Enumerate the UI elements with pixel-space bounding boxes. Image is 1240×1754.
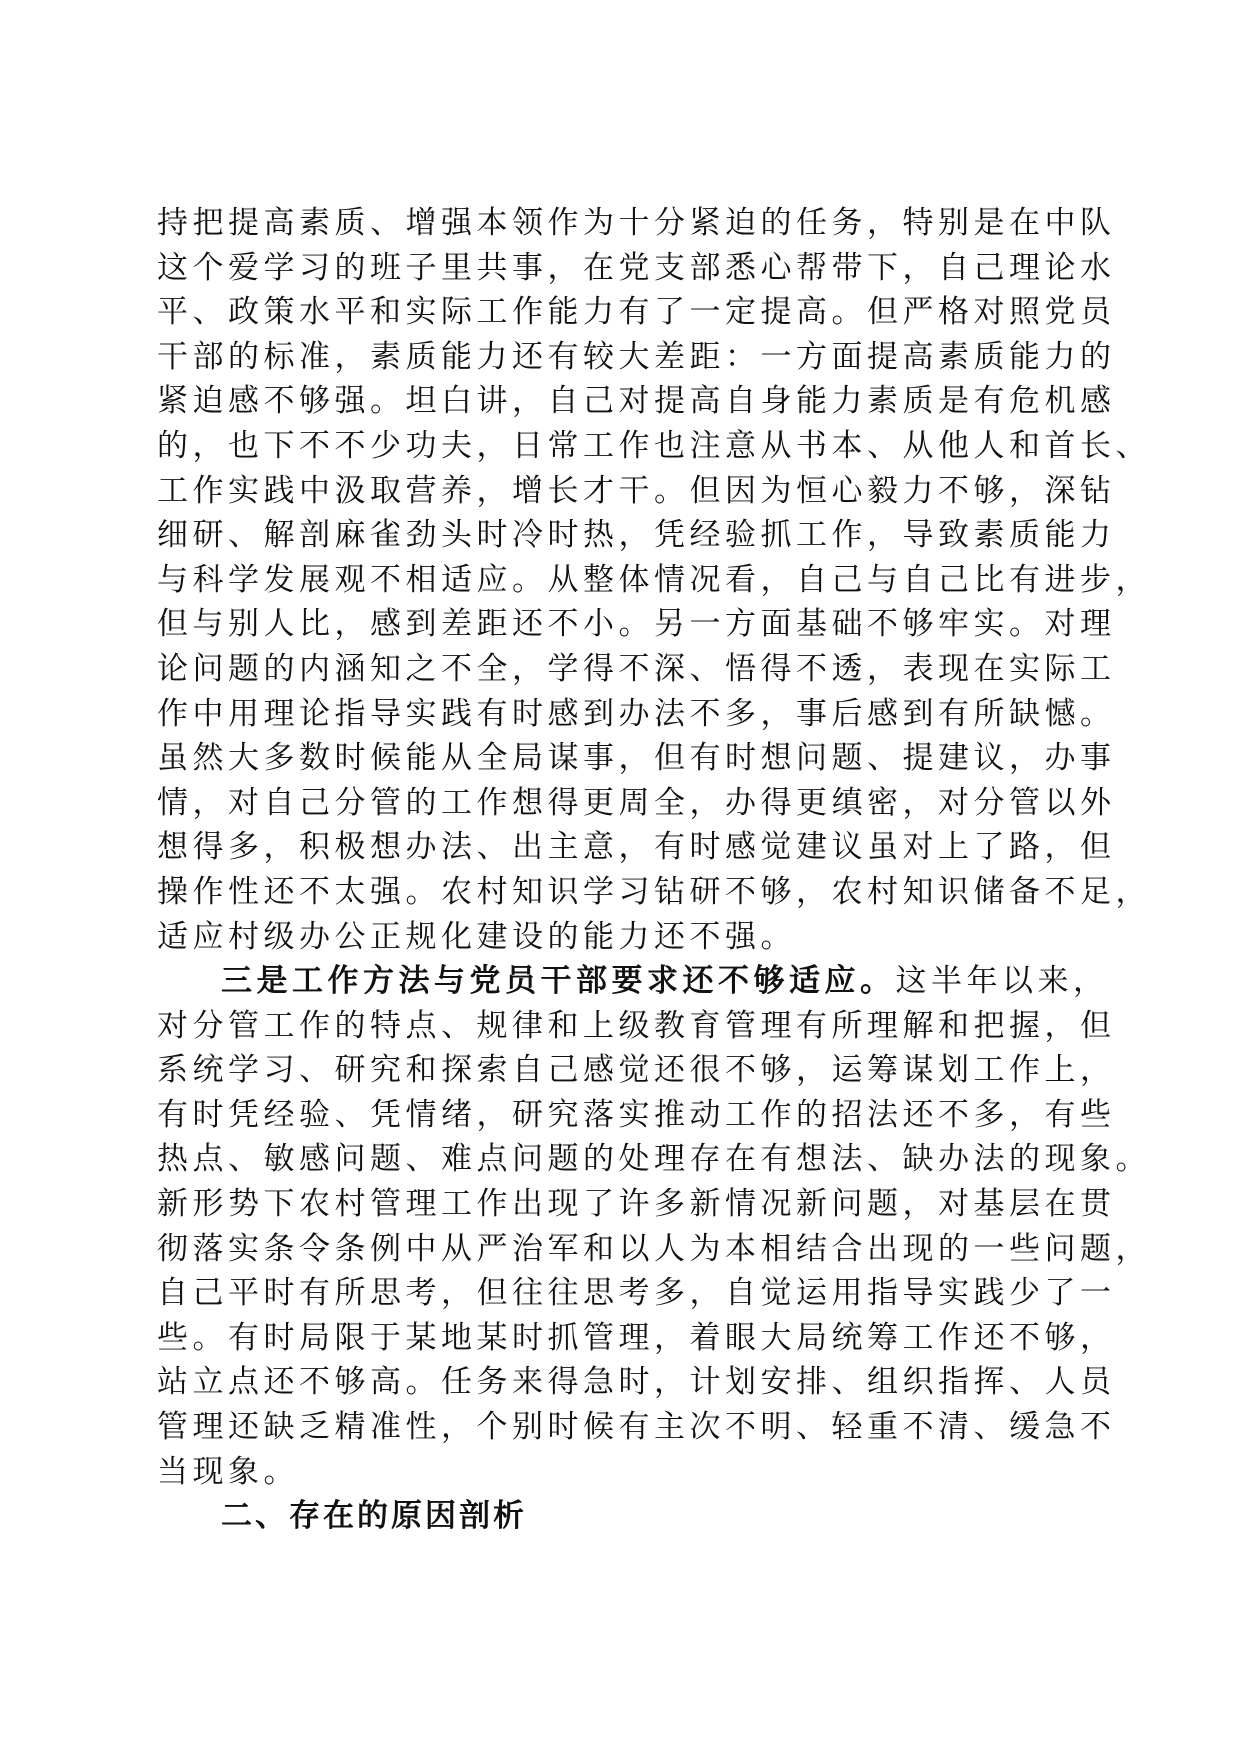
text-line: 新形势下农村管理工作出现了许多新情况新问题，对基层在贯 [157, 1186, 1116, 1223]
text-line: 工作实践中汲取营养，增长才干。但因为恒心毅力不够，深钻 [157, 472, 1116, 509]
text-line: 细研、解剖麻雀劲头时冷时热，凭经验抓工作，导致素质能力 [157, 517, 1116, 554]
text-line: 操作性还不太强。农村知识学习钻研不够，农村知识储备不足， [157, 873, 1151, 910]
paragraph-work-method [157, 959, 1151, 1494]
text-line: 虽然大多数时候能从全局谋事，但有时想问题、提建议，办事 [157, 740, 1116, 777]
text-line: 这个爱学习的班子里共事，在党支部悉心帮带下，自己理论水 [157, 249, 1116, 286]
text-line: 对分管工作的特点、规律和上级教育管理有所理解和把握，但 [157, 1007, 1116, 1044]
document-body [157, 201, 1151, 1539]
paragraph-quality-gap [157, 201, 1151, 959]
text-line: 干部的标准，素质能力还有较大差距：一方面提高素质能力的 [157, 338, 1116, 375]
text-line: 但与别人比，感到差距还不小。另一方面基础不够牢实。对理 [157, 606, 1116, 643]
text-line: 想得多，积极想办法、出主意，有时感觉建议虽对上了路，但 [157, 829, 1116, 866]
section-heading-cause-analysis [157, 1494, 1087, 1539]
text-line: 适应村级办公正规化建设的能力还不强。 [157, 918, 796, 955]
text-line: 情，对自己分管的工作想得更周全，办得更缜密，对分管以外 [157, 784, 1116, 821]
text-line: 作中用理论指导实践有时感到办法不多，事后感到有所缺憾。 [157, 695, 1116, 732]
text-line: 的，也下不不少功夫，日常工作也注意从书本、从他人和首长、 [157, 427, 1151, 464]
point3-lead-rest: 这半年以来， [895, 963, 1109, 1000]
text-line: 管理还缺乏精准性，个别时候有主次不明、轻重不清、缓急不 [157, 1409, 1116, 1446]
text-line: 论问题的内涵知之不全，学得不深、悟得不透，表现在实际工 [157, 650, 1116, 687]
text-line: 彻落实条令条例中从严治军和以人为本相结合出现的一些问题， [157, 1230, 1151, 1267]
text-line: 当现象。 [157, 1453, 299, 1490]
text-line: 与科学发展观不相适应。从整体情况看，自己与自己比有进步， [157, 561, 1151, 598]
point3-bold-lead: 三是工作方法与党员干部要求还不够适应。 [221, 963, 896, 1000]
text-line: 站立点还不够高。任务来得急时，计划安排、组织指挥、人员 [157, 1364, 1116, 1401]
text-line: 持把提高素质、增强本领作为十分紧迫的任务，特别是在中队 [157, 205, 1116, 241]
text-line: 平、政策水平和实际工作能力有了一定提高。但严格对照党员 [157, 294, 1116, 331]
text-line: 热点、敏感问题、难点问题的处理存在有想法、缺办法的现象。 [157, 1141, 1151, 1178]
text-line: 有时凭经验、凭情绪，研究落实推动工作的招法还不多，有些 [157, 1096, 1116, 1133]
text-line: 自己平时有所思考，但往往思考多，自觉运用指导实践少了一 [157, 1275, 1116, 1312]
point3-first-line [157, 959, 1109, 1004]
text-line: 些。有时局限于某地某时抓管理，着眼大局统筹工作还不够， [157, 1319, 1116, 1356]
text-line: 系统学习、研究和探索自己感觉还很不够，运筹谋划工作上， [157, 1052, 1116, 1089]
section-heading: 二、存在的原因剖析 [221, 1498, 527, 1535]
text-line: 紧迫感不够强。坦白讲，自己对提高自身能力素质是有危机感 [157, 383, 1116, 420]
